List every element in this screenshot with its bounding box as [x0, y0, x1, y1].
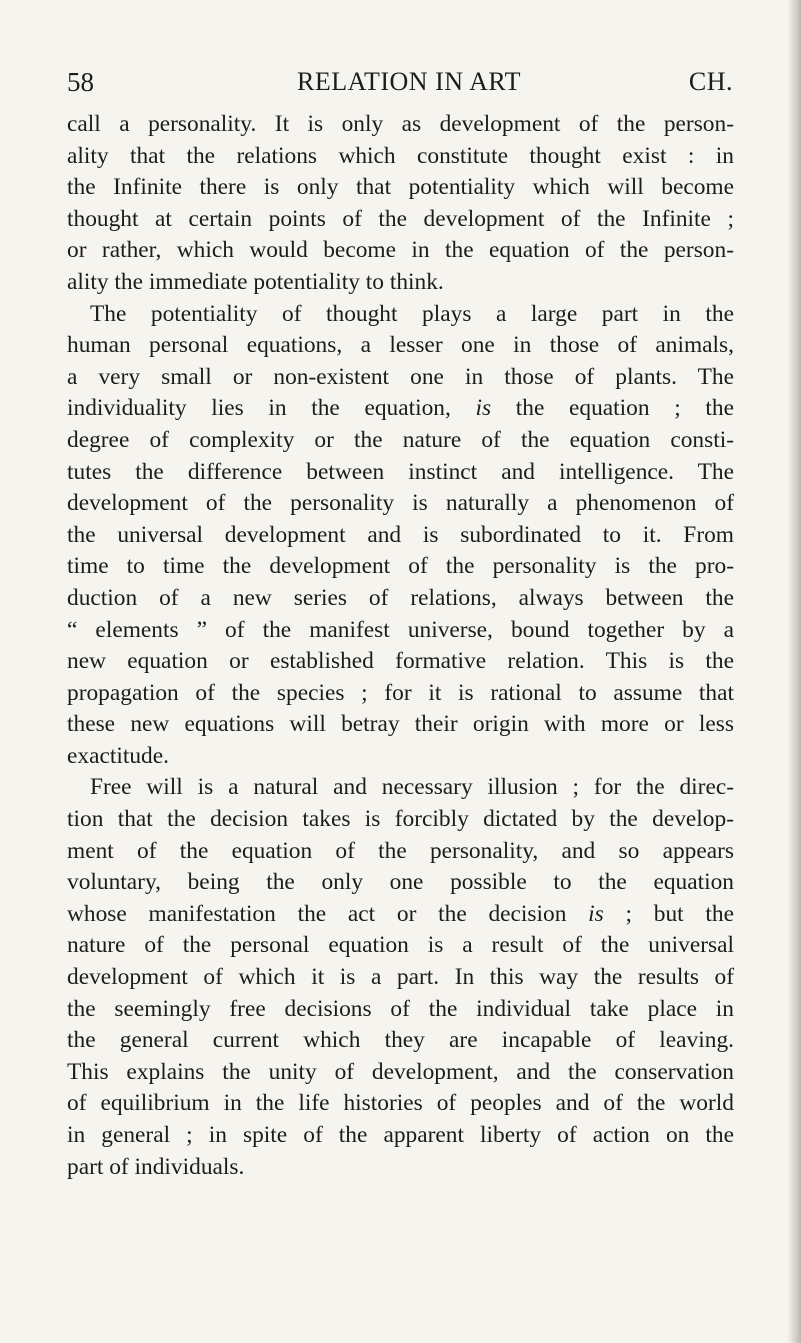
text-line: [67, 646, 734, 678]
text-segment: the universal development and is subordinated to it. From: [67, 521, 734, 548]
text-segment: nature of the personal equation is a result of the universal: [67, 932, 734, 959]
text-segment: Free will is a natural and necessary illusion ; for the direc-: [90, 774, 734, 801]
text-segment: in general ; in spite of the apparent liberty of action on the: [67, 1122, 734, 1148]
text-line: [67, 1152, 734, 1184]
text-line: [67, 425, 734, 457]
italic-text: is: [588, 900, 604, 927]
italic-text: is: [475, 395, 492, 422]
text-segment: ality the immediate potentiality to think.: [67, 268, 444, 295]
text-line: [67, 1025, 734, 1057]
text-line: [67, 741, 734, 773]
text-segment: whose manifestation the act or the decision: [67, 900, 589, 927]
text-line: [67, 1120, 734, 1152]
text-line: [67, 709, 734, 741]
text-line: [67, 994, 734, 1026]
text-segment: “ elements ” of the manifest universe, bound together by a: [67, 616, 734, 643]
text-segment: development of the personality is naturally a phenomenon of: [67, 490, 734, 517]
text-line: [67, 772, 734, 804]
text-segment: ; but the: [603, 900, 734, 927]
text-segment: a very small or non-existent one in those of plants. The: [67, 363, 734, 390]
text-segment: the Infinite there is only that potentiality which will become: [67, 174, 734, 201]
text-segment: call a personality. It is only as development of the person-: [67, 111, 734, 137]
text-segment: these new equations will betray their origin with more or less: [67, 711, 734, 738]
text-line: [67, 330, 734, 362]
text-line: [67, 109, 734, 141]
text-line: [67, 235, 734, 267]
text-line: [67, 930, 734, 962]
text-line: [67, 457, 734, 489]
text-line: [67, 899, 734, 931]
text-line: [67, 836, 734, 868]
running-title: RELATION IN ART: [296, 67, 522, 96]
chapter-label: CH.: [688, 67, 733, 96]
text-segment: voluntary, being the only one possible to the equation: [67, 869, 734, 896]
text-segment: new equation or established formative relation. This is the: [67, 648, 734, 675]
running-header: [67, 62, 733, 102]
text-segment: the equation ; the: [491, 395, 734, 422]
text-segment: part of individuals.: [67, 1153, 245, 1180]
body-text: [67, 109, 734, 1183]
text-segment: tion that the decision takes is forcibly dictated by the develop-: [67, 806, 734, 833]
text-line: [67, 615, 734, 647]
text-line: [67, 678, 734, 710]
text-line: [67, 172, 734, 204]
text-segment: time to time the development of the personality is the pro-: [67, 553, 734, 580]
text-segment: ality that the relations which constitute thought exist : in: [67, 142, 734, 169]
text-line: [67, 583, 734, 615]
text-segment: the general current which they are incapable of leaving.: [67, 1027, 734, 1054]
text-segment: the seemingly free decisions of the individual take place in: [67, 995, 734, 1022]
text-line: [67, 1088, 734, 1120]
text-line: [67, 804, 734, 836]
text-segment: propagation of the species ; for it is rational to assume that: [67, 679, 734, 706]
text-segment: or rather, which would become in the equation of the person-: [67, 237, 734, 264]
text-segment: This explains the unity of development, and the conservation: [67, 1058, 734, 1085]
text-segment: duction of a new series of relations, always between the: [67, 584, 734, 611]
text-line: [67, 141, 734, 173]
text-line: [67, 1057, 734, 1089]
text-segment: degree of complexity or the nature of the equation consti-: [67, 426, 734, 453]
text-line: [67, 362, 734, 394]
text-segment: individuality lies in the equation,: [67, 395, 476, 422]
text-segment: thought at certain points of the development of the Infinite ;: [67, 205, 734, 232]
text-segment: human personal equations, a lesser one in those of animals,: [67, 332, 734, 359]
text-segment: ment of the equation of the personality, and so appears: [67, 837, 734, 864]
text-line: [67, 962, 734, 994]
text-segment: of equilibrium in the life histories of peoples and of the world: [67, 1090, 734, 1117]
text-line: [67, 488, 734, 520]
text-line: [67, 393, 734, 425]
text-segment: development of which it is a part. In this way the results of: [67, 964, 734, 991]
text-line: [67, 867, 734, 899]
page-edge-shadow: [787, 0, 801, 1343]
text-line: [67, 520, 734, 552]
text-segment: tutes the difference between instinct and intelligence. The: [67, 458, 734, 485]
text-line: [67, 267, 734, 299]
text-segment: exactitude.: [67, 742, 169, 769]
text-line: [67, 299, 734, 331]
text-line: [67, 551, 734, 583]
page-number: 58: [67, 67, 94, 97]
text-line: [67, 204, 734, 236]
text-segment: The potentiality of thought plays a large part in the: [90, 300, 734, 327]
